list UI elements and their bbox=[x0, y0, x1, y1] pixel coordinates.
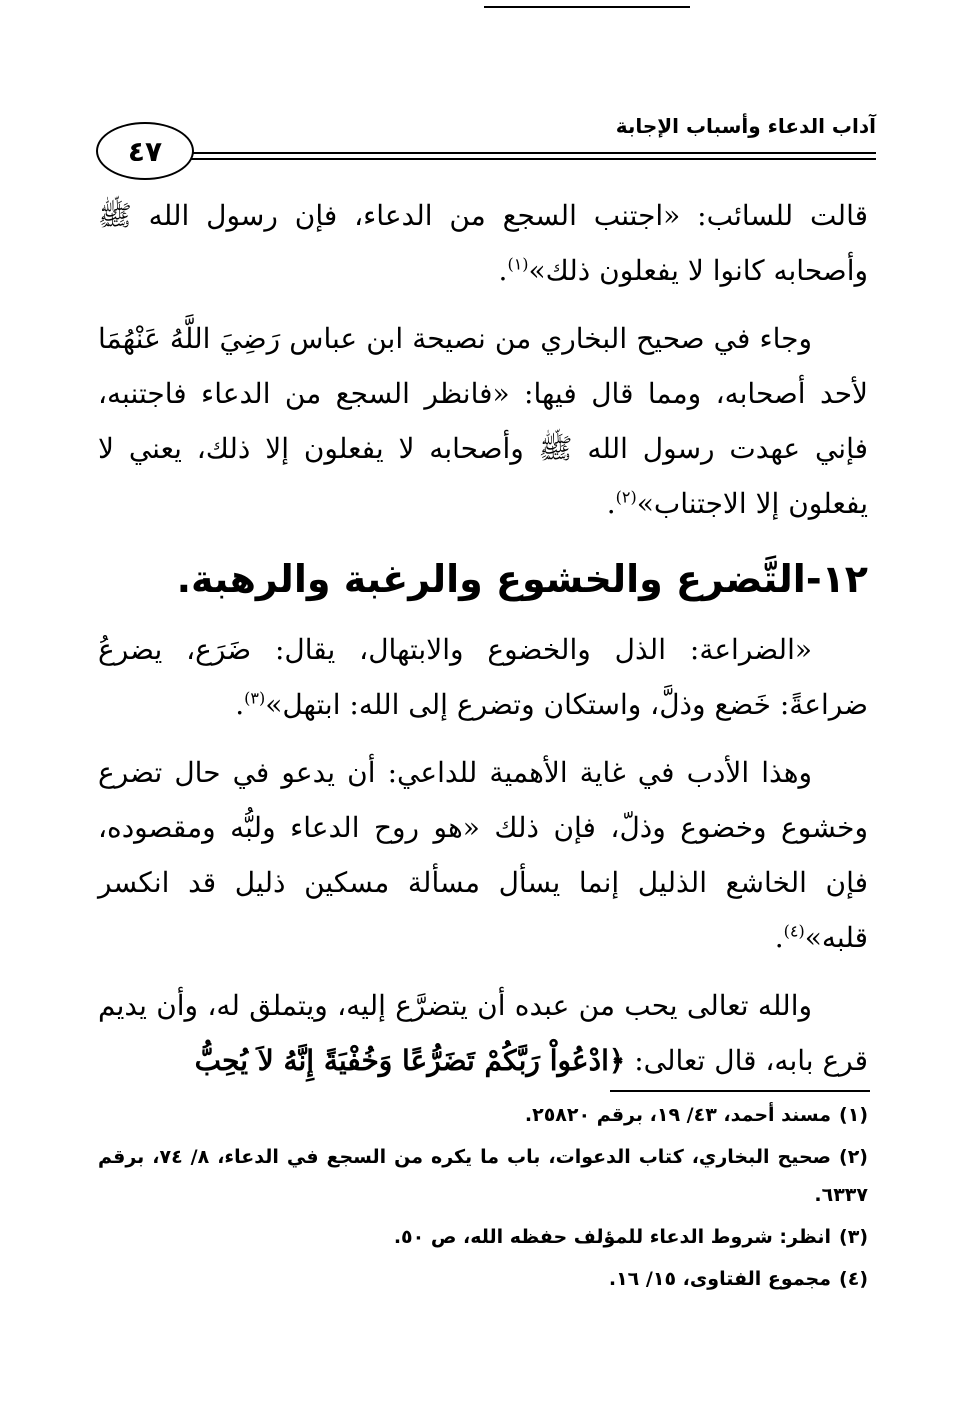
paragraph bbox=[98, 188, 868, 298]
footnote-ref[interactable]: (١) bbox=[507, 254, 529, 274]
paragraph-end: . bbox=[235, 688, 245, 721]
footnote-text: صحيح البخاري، كتاب الدعوات، باب ما يكره من السجع في الدعاء، ٨/ ٧٤، برقم ٦٣٣٧. bbox=[98, 1146, 868, 1206]
footnote-number: (١) bbox=[839, 1104, 868, 1126]
running-title: آداب الدعاء وأسباب الإجابة bbox=[615, 114, 876, 138]
body-text bbox=[98, 188, 868, 1101]
footnote-ref[interactable]: (٣) bbox=[244, 688, 266, 708]
paragraph bbox=[98, 622, 868, 732]
footnote-number: (٢) bbox=[839, 1146, 868, 1168]
footnote-text: مجموع الفتاوى، ١٥/ ١٦. bbox=[608, 1268, 832, 1290]
paragraph-end: . bbox=[774, 921, 784, 954]
paragraph bbox=[98, 745, 868, 965]
section-heading: ١٢-التَّضرع والخشوع والرغبة والرهبة. bbox=[176, 557, 868, 601]
top-rule bbox=[484, 6, 690, 8]
header-rule-top bbox=[188, 152, 876, 154]
footnote bbox=[98, 1096, 868, 1134]
page-number: ٤٧ bbox=[96, 122, 194, 180]
footnote-separator bbox=[610, 1090, 870, 1092]
paragraph-end: . bbox=[606, 487, 616, 520]
paragraph-text: قالت للسائب: «اجتنب السجع من الدعاء، فإن رسول الله ﷺ وأصحابه كانوا لا يفعلون ذلك» bbox=[98, 199, 868, 287]
footnote-number: (٣) bbox=[839, 1226, 868, 1248]
footnote bbox=[98, 1218, 868, 1256]
paragraph-text: وجاء في صحيح البخاري من نصيحة ابن عباس رَضِيَ اللَّهُ عَنْهُمَا لأحد أصحابه، ومما قال فيها: «فانظر السجع من الدعاء فاجتنبه، فإني عهدت رسول الله ﷺ وأصحابه لا يفعلون إلا ذلك، يعني لا يفعلون إلا الاجتناب» bbox=[98, 322, 868, 520]
page-header bbox=[96, 108, 876, 200]
paragraph-end: . bbox=[498, 254, 508, 287]
paragraph-text: وهذا الأدب في غاية الأهمية للداعي: أن يدعو في حال تضرع وخشوع وخضوع وذلّ، فإن ذلك «هو روح الدعاء ولبُّه ومقصوده، فإن الخاشع الذليل إنما يسأل مسألة مسكين ذليل قد انكسر قلبه» bbox=[98, 756, 868, 954]
paragraph-text: والله تعالى يحب من عبده أن يتضرَّع إليه، ويتملق له، وأن يديم قرع بابه، قال تعالى: bbox=[98, 989, 868, 1077]
paragraph bbox=[98, 311, 868, 531]
footnote bbox=[98, 1138, 868, 1214]
footnote-text: مسند أحمد، ٤٣/ ١٩، برقم ٢٥٨٢٠. bbox=[524, 1104, 832, 1126]
footnote-number: (٤) bbox=[839, 1268, 868, 1290]
footnotes bbox=[98, 1096, 868, 1302]
footnote-ref[interactable]: (٢) bbox=[615, 487, 637, 507]
paragraph-text: «الضراعة: الذل والخضوع والابتهال، يقال: ضَرَع، يضرعُ ضراعةً: خَضع وذلَّ، واستكان وتضرع إلى الله: ابتهل» bbox=[98, 633, 868, 721]
paragraph bbox=[98, 978, 868, 1088]
footnote-text: انظر: شروط الدعاء للمؤلف حفظه الله، ص ٥٠. bbox=[393, 1226, 832, 1248]
footnote-ref[interactable]: (٤) bbox=[783, 921, 805, 941]
header-rule-bottom bbox=[188, 158, 876, 160]
footnote bbox=[98, 1260, 868, 1298]
quran-verse: ﴿ادْعُواْ رَبَّكُمْ تَضَرُّعًا وَخُفْيَةً إِنَّهُ لاَ يُحِبُّ bbox=[194, 1044, 626, 1077]
